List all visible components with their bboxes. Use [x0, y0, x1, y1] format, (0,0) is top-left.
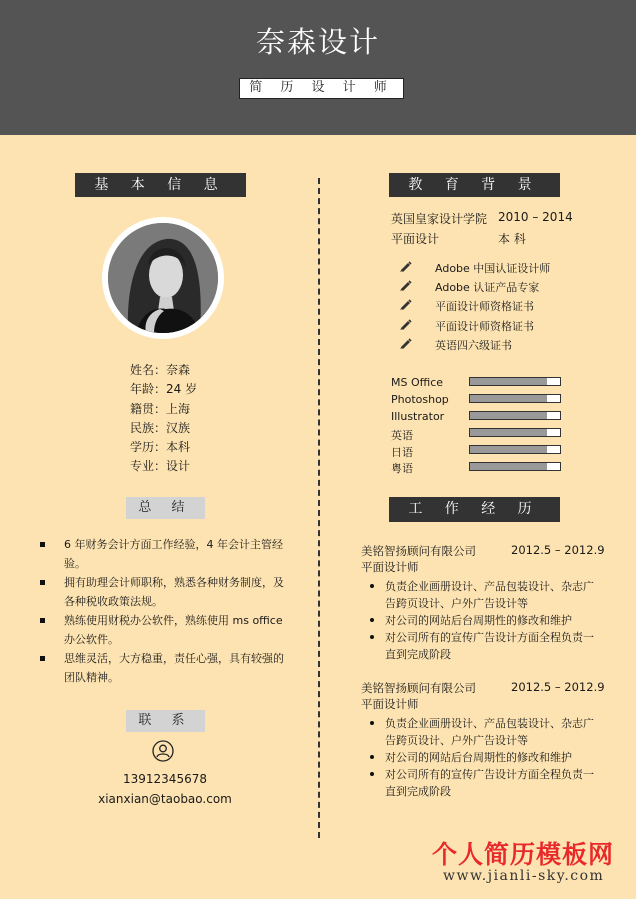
- skill-fill: [470, 446, 547, 453]
- skill-bar: [469, 428, 561, 437]
- info-ethnicity: 民族：汉族: [130, 421, 191, 435]
- job-period: 2012.5 – 2012.9: [511, 680, 605, 694]
- skill-fill: [470, 378, 547, 385]
- skill-label: MS Office: [391, 376, 444, 389]
- pencil-icon: [400, 338, 412, 349]
- bullet: [370, 618, 374, 622]
- job-title: 平面设计师: [361, 697, 419, 711]
- skill-bar: [469, 377, 561, 386]
- page-title: 奈森设计: [255, 25, 380, 59]
- info-education: 学历：本科: [130, 440, 191, 454]
- skill-label: 日语: [391, 446, 413, 459]
- bullet: [370, 721, 374, 725]
- section-summary: 总 结: [126, 497, 205, 519]
- job-duty: 负责企业画册设计、产品包装设计、杂志广告跨页设计、户外广告设计等: [371, 715, 601, 749]
- section-work: 工 作 经 历: [389, 497, 560, 522]
- column-divider: [318, 178, 320, 838]
- info-hometown: 籍贯：上海: [130, 402, 191, 416]
- job-company: 美铭智扬顾问有限公司: [361, 681, 476, 695]
- info-name: 姓名：奈森: [130, 363, 191, 377]
- job-period: 2012.5 – 2012.9: [511, 543, 605, 557]
- page-subtitle: 简 历 设 计 师: [239, 78, 404, 99]
- avatar-portrait-icon: [108, 223, 218, 333]
- job-title: 平面设计师: [361, 560, 419, 574]
- summary-item: 拥有助理会计师职称，熟悉各种财务制度，及各种税收政策法规。: [44, 573, 284, 611]
- bullet: [40, 656, 45, 661]
- pencil-icon: [400, 261, 412, 272]
- job-duty: 对公司所有的宣传广告设计方面全程负责一直到完成阶段: [371, 629, 601, 663]
- summary-item: 思维灵活，大方稳重，责任心强，具有较强的团队精神。: [44, 649, 284, 687]
- skill-label: Illustrator: [391, 410, 445, 423]
- section-contact: 联 系: [126, 710, 205, 732]
- info-age: 年龄：24 岁: [130, 382, 198, 396]
- bullet: [370, 635, 374, 639]
- bullet: [40, 618, 45, 623]
- skill-bar: [469, 462, 561, 471]
- bullet: [40, 542, 45, 547]
- avatar: [108, 223, 218, 333]
- skill-fill: [470, 412, 547, 419]
- bullet: [370, 584, 374, 588]
- skill-bar: [469, 394, 561, 403]
- pencil-icon: [400, 319, 412, 330]
- skill-label: Photoshop: [391, 393, 449, 406]
- job-company: 美铭智扬顾问有限公司: [361, 544, 476, 558]
- skill-bar: [469, 411, 561, 420]
- edu-period: 2010 – 2014: [498, 210, 573, 224]
- pencil-icon: [400, 280, 412, 291]
- bullet: [370, 755, 374, 759]
- watermark-url: www.jianli-sky.com: [443, 868, 605, 884]
- skill-fill: [470, 463, 547, 470]
- section-education: 教 育 背 景: [389, 173, 560, 197]
- info-major: 专业：设计: [130, 459, 191, 473]
- edu-major: 平面设计: [391, 232, 440, 246]
- pencil-icon: [400, 299, 412, 310]
- summary-item: 熟练使用财税办公软件，熟练使用 ms office 办公软件。: [44, 611, 284, 649]
- summary-item: 6 年财务会计方面工作经验，4 年会计主管经验。: [44, 535, 284, 573]
- edu-school: 英国皇家设计学院: [391, 212, 488, 226]
- job-duty: 负责企业画册设计、产品包装设计、杂志广告跨页设计、户外广告设计等: [371, 578, 601, 612]
- watermark-text: 个人简历模板网: [432, 840, 615, 869]
- contact-email: xianxian@taobao.com: [98, 792, 232, 806]
- user-icon: [152, 740, 174, 766]
- edu-degree: 本 科: [498, 232, 526, 246]
- job-duty: 对公司的网站后台周期性的修改和维护: [371, 612, 601, 629]
- bullet: [40, 580, 45, 585]
- skill-fill: [470, 429, 547, 436]
- section-basic-info: 基 本 信 息: [75, 173, 246, 197]
- skill-fill: [470, 395, 547, 402]
- job-duty: 对公司所有的宣传广告设计方面全程负责一直到完成阶段: [371, 766, 601, 800]
- skill-bar: [469, 445, 561, 454]
- skill-label: 英语: [391, 429, 413, 442]
- contact-phone: 13912345678: [123, 772, 207, 786]
- bullet: [370, 772, 374, 776]
- skill-label: 粤语: [391, 462, 413, 475]
- job-duty: 对公司的网站后台周期性的修改和维护: [371, 749, 601, 766]
